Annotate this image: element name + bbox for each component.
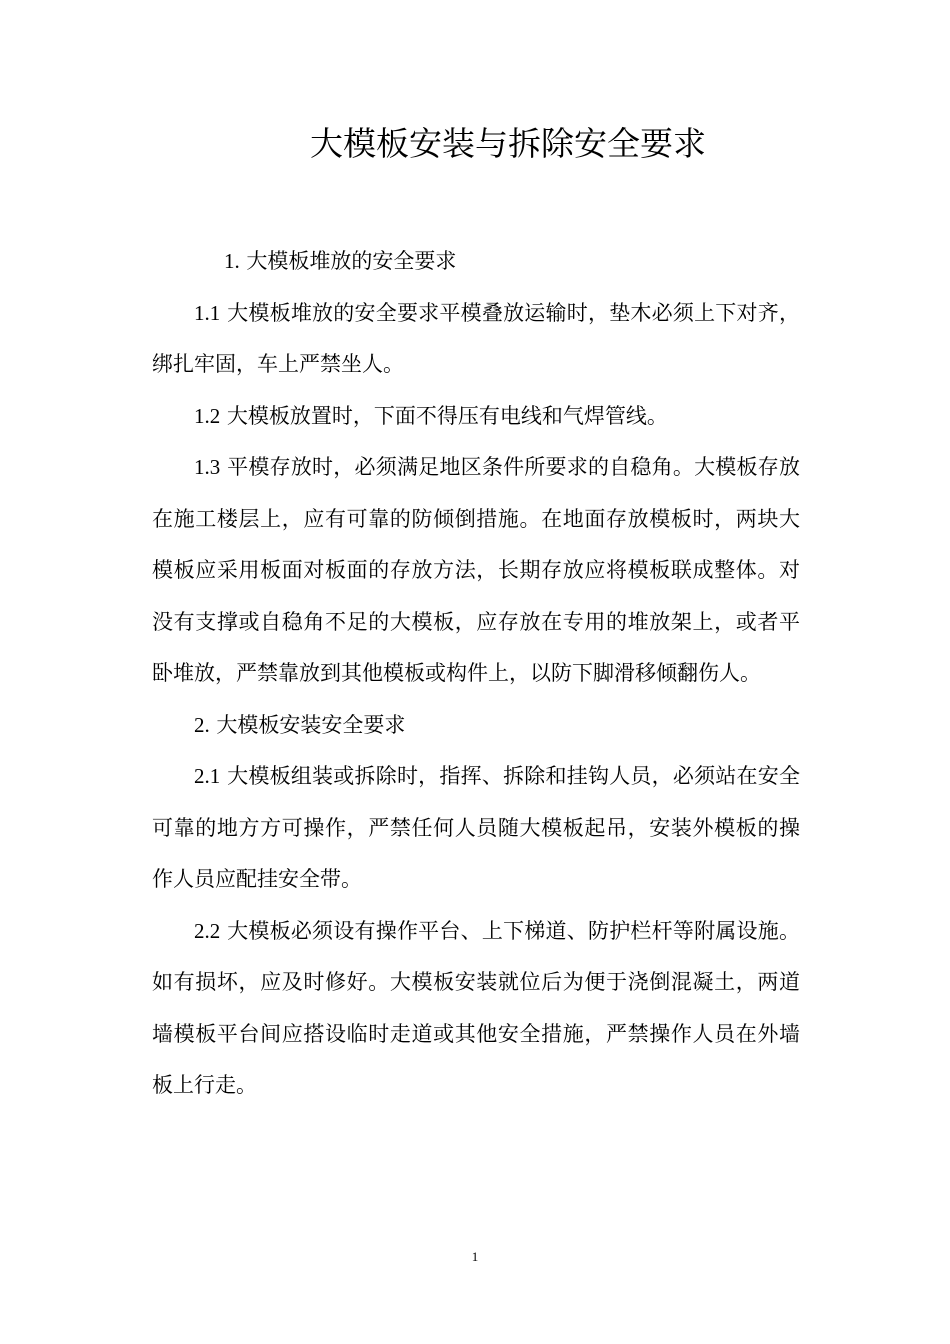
paragraph bbox=[152, 288, 800, 391]
paragraph-text: 平模存放时，必须满足地区条件所要求的自稳角。大模板存放在施工楼层上，应有可靠的防倾倒措施。在地面存放模板时，两块大模板应采用板面对板面的存放方法，长期存放应将模板联成整体。对没有支撑或自稳角不足的大模板，应存放在专用的堆放架上，或者平卧堆放，严禁靠放到其他模板或构件上，以防下脚滑移倾翻伤人。 bbox=[152, 455, 800, 685]
paragraph-text: 大模板必须设有操作平台、上下梯道、防护栏杆等附属设施。如有损坏，应及时修好。大模板安装就位后为便于浇倒混凝土，两道墙模板平台间应搭设临时走道或其他安全措施，严禁操作人员在外墙板上行走。 bbox=[152, 918, 800, 1097]
paragraph-number: 1.3 bbox=[194, 455, 221, 479]
paragraph-number: 2.1 bbox=[194, 764, 221, 788]
paragraph-text: 大模板堆放的安全要求平模叠放运输时，垫木必须上下对齐，绑扎牢固，车上严禁坐人。 bbox=[152, 300, 800, 376]
paragraph bbox=[152, 391, 800, 443]
paragraph bbox=[152, 442, 800, 700]
paragraph-text: 大模板组装或拆除时，指挥、拆除和挂钩人员，必须站在安全可靠的地方方可操作，严禁任何人员随大模板起吊，安装外模板的操作人员应配挂安全带。 bbox=[152, 764, 800, 891]
paragraph-text: 大模板放置时，下面不得压有电线和气焊管线。 bbox=[220, 403, 668, 428]
section-number: 2. bbox=[194, 712, 210, 737]
paragraph bbox=[152, 906, 800, 1112]
document-title: 大模板安装与拆除安全要求 bbox=[310, 124, 706, 163]
section-text: 大模板堆放的安全要求 bbox=[239, 249, 457, 273]
paragraph-number: 1.1 bbox=[194, 300, 221, 325]
paragraph-number: 1.2 bbox=[194, 403, 221, 428]
section-text: 大模板安装安全要求 bbox=[209, 712, 406, 737]
paragraph bbox=[152, 751, 800, 906]
document-body bbox=[152, 236, 800, 1112]
paragraph-number: 2.2 bbox=[194, 918, 221, 943]
section-heading bbox=[152, 236, 800, 288]
page-number: 1 bbox=[471, 1249, 479, 1264]
section-heading bbox=[152, 700, 800, 752]
section-number: 1. bbox=[224, 249, 240, 273]
